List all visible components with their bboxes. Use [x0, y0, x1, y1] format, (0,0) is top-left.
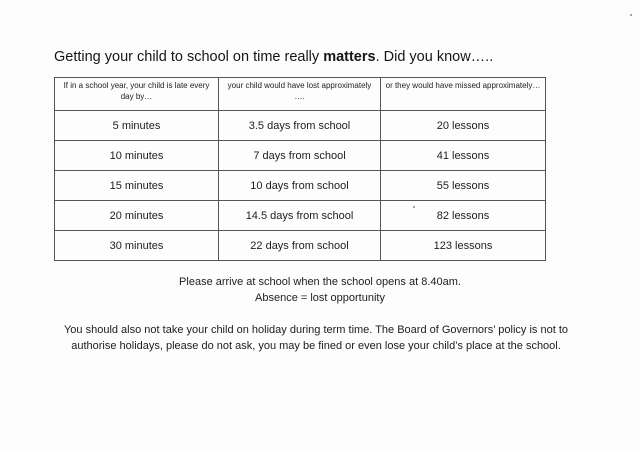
header-days-lost: your child would have lost approximately ….	[219, 78, 381, 111]
heading-text-after: . Did you know…..	[375, 49, 494, 65]
table-row	[55, 141, 546, 171]
cell-lessons: 123 lessons	[381, 231, 546, 261]
cell-minutes: 30 minutes	[55, 231, 219, 261]
table-header-row	[55, 78, 546, 111]
header-lessons-missed: or they would have missed approximately…	[381, 78, 546, 111]
table-row	[55, 171, 546, 201]
table-row	[55, 111, 546, 141]
cell-days: 14.5 days from school	[219, 201, 381, 231]
header-late-by: If in a school year, your child is late every day by…	[55, 78, 219, 111]
heading-text-before: Getting your child to school on time really	[54, 49, 324, 65]
cell-days: 22 days from school	[219, 231, 381, 261]
holiday-policy-paragraph: You should also not take your child on holiday during term time. The Board of Governors’ policy is not to authorise holidays, please do not ask, you may be fined or even lose your child’s place at the school.	[63, 324, 569, 352]
cell-days: 7 days from school	[219, 141, 381, 171]
cell-minutes: 20 minutes	[55, 201, 219, 231]
cell-lessons: 82 lessons	[381, 201, 546, 231]
scan-speck	[413, 206, 415, 208]
cell-lessons: 55 lessons	[381, 171, 546, 201]
page-heading	[54, 49, 493, 65]
heading-emphasis: matters	[323, 49, 376, 65]
lateness-table	[54, 77, 546, 261]
cell-days: 10 days from school	[219, 171, 381, 201]
table-row	[55, 231, 546, 261]
table-row	[55, 201, 546, 231]
cell-minutes: 15 minutes	[55, 171, 219, 201]
cell-minutes: 10 minutes	[55, 141, 219, 171]
cell-days: 3.5 days from school	[219, 111, 381, 141]
absence-notice: Absence = lost opportunity	[255, 292, 385, 304]
scan-speck	[630, 14, 632, 16]
cell-minutes: 5 minutes	[55, 111, 219, 141]
cell-lessons: 41 lessons	[381, 141, 546, 171]
cell-lessons: 20 lessons	[381, 111, 546, 141]
arrival-notice: Please arrive at school when the school opens at 8.40am.	[179, 276, 461, 288]
